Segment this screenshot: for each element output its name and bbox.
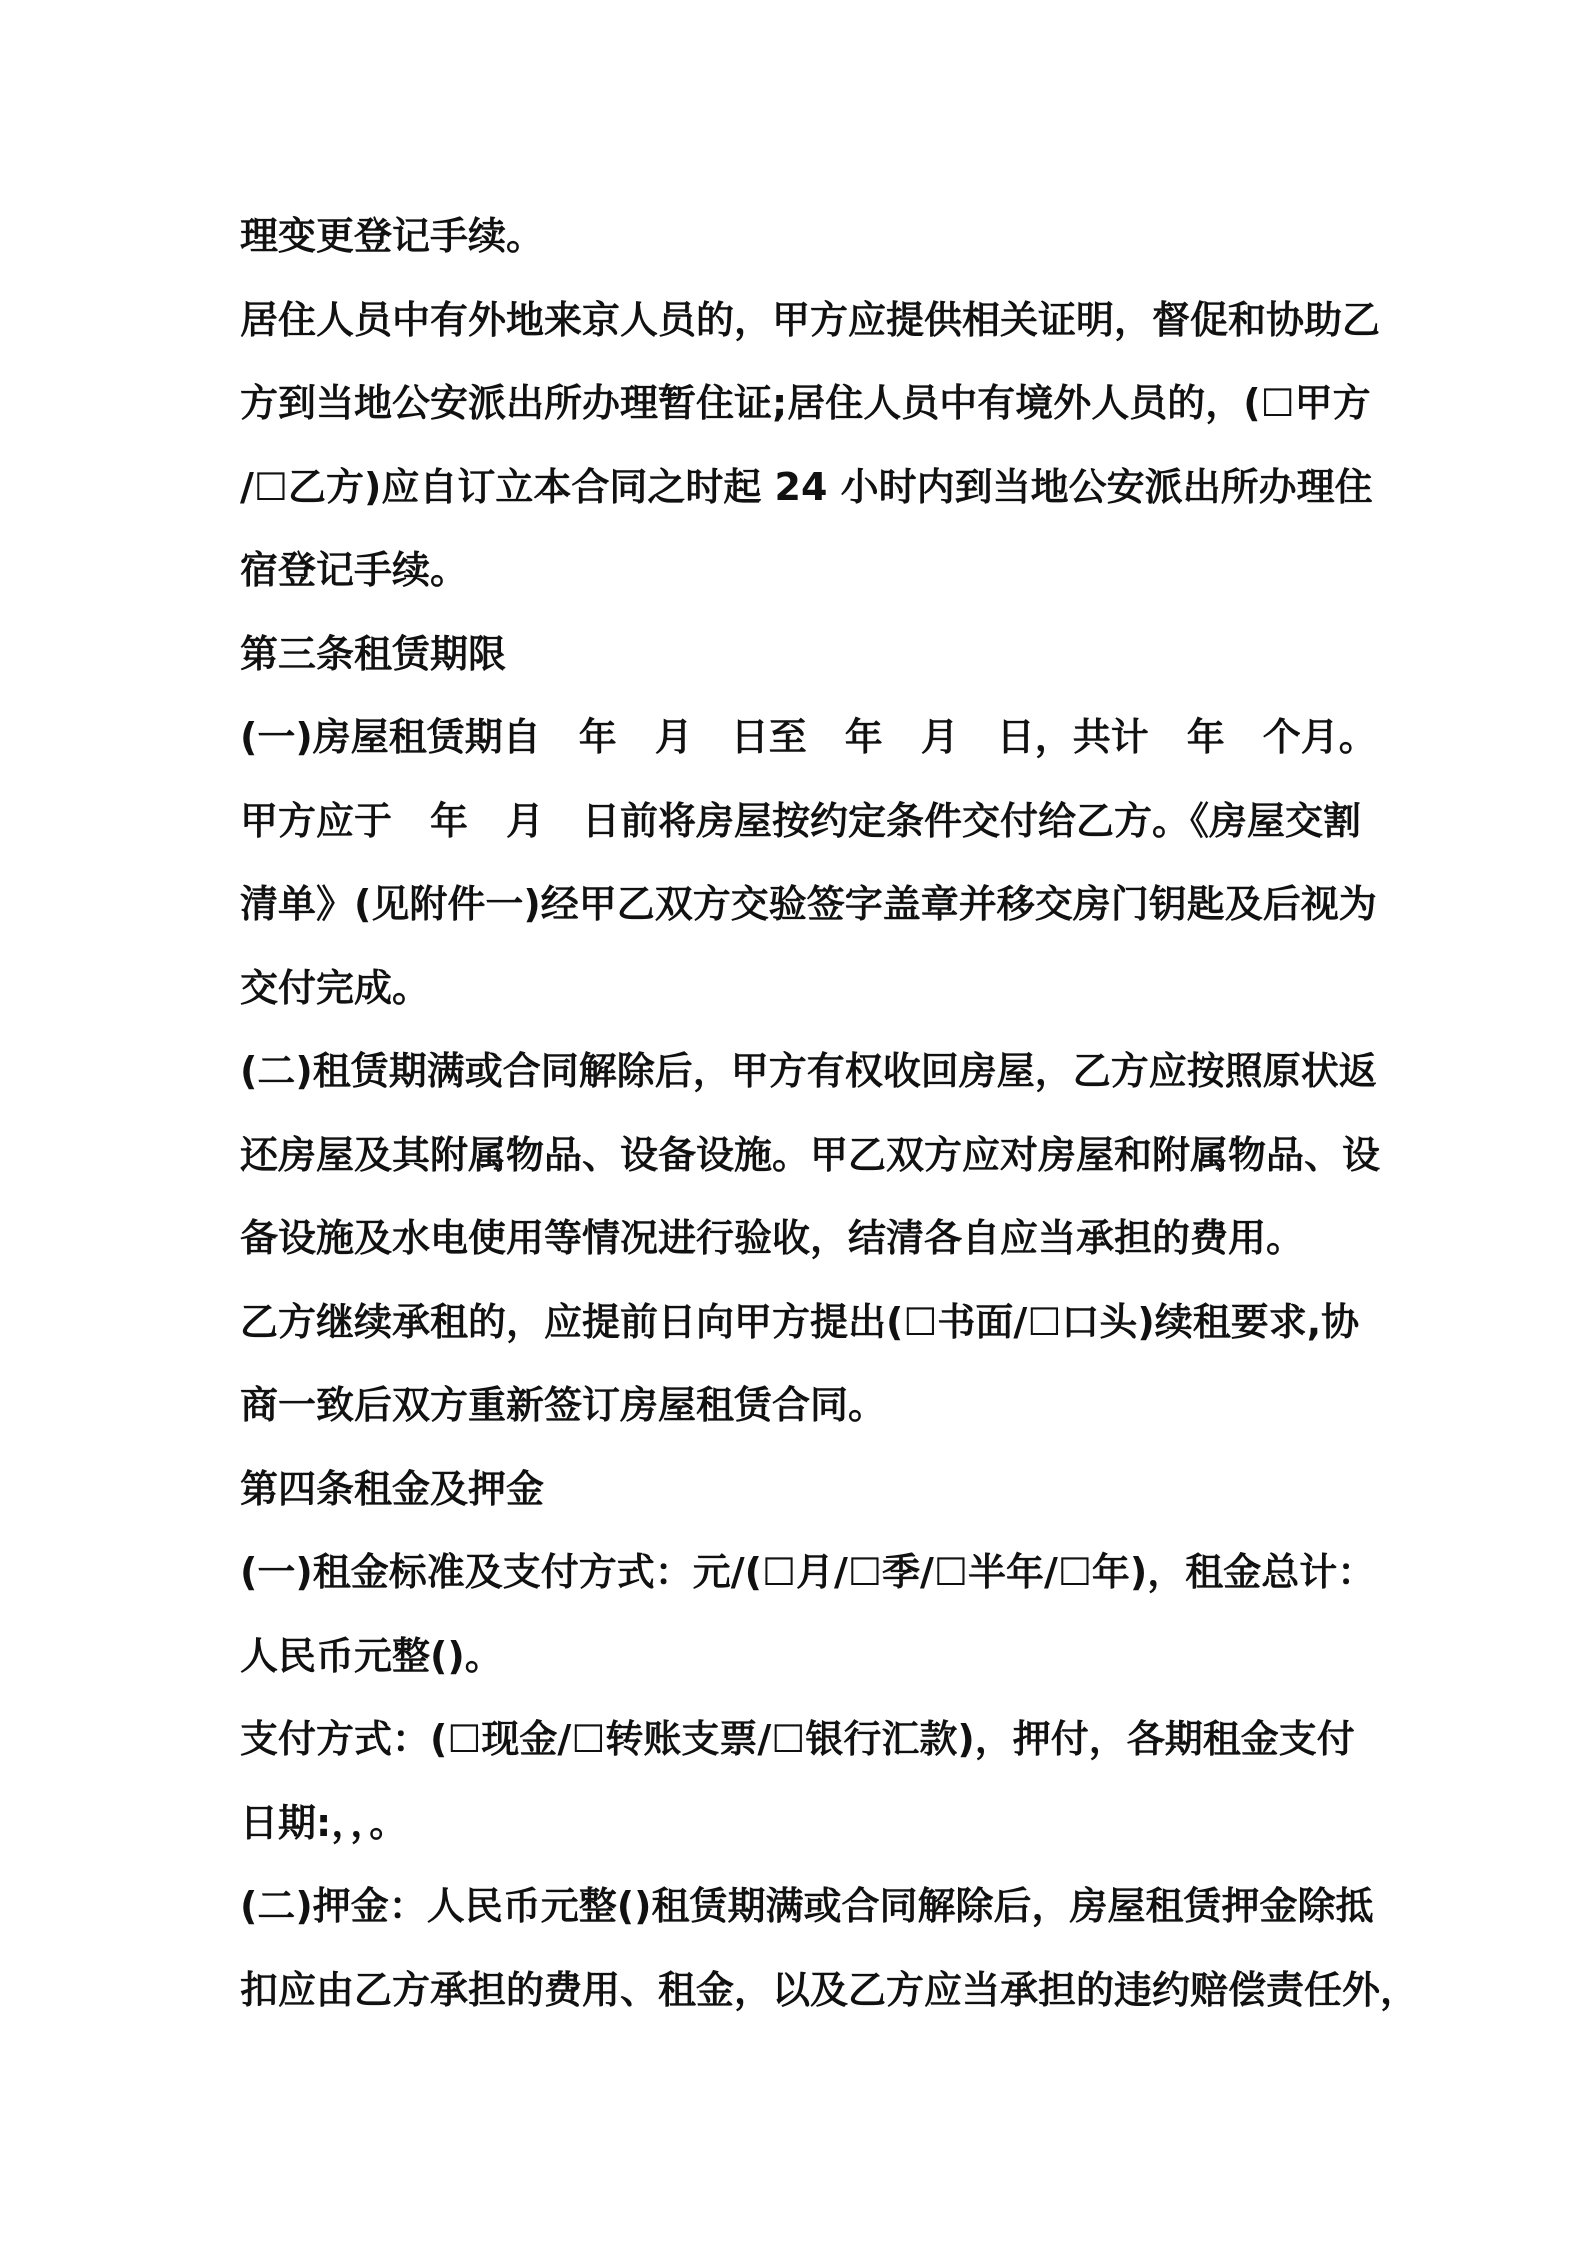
text-line: 宿登记手续。 xyxy=(240,548,469,592)
text-line: (一)租金标准及支付方式：元/(☐月/☐季/☐半年/☐年)，租金总计： xyxy=(240,1550,1376,1594)
text-line: 备设施及水电使用等情况进行验收，结清各自应当承担的费用。 xyxy=(240,1216,1305,1260)
text-line: 交付完成。 xyxy=(240,965,431,1010)
text-line: 清单》(见附件一)经甲乙双方交验签字盖章并移交房门钥匙及后视为 xyxy=(240,882,1377,926)
section-heading: 第四条租金及押金 xyxy=(240,1466,545,1511)
text-line: 日期:，，。 xyxy=(240,1800,408,1845)
text-line: 乙方继续承租的，应提前日向甲方提出(☐书面/☐口头)续租要求,协 xyxy=(240,1299,1360,1344)
contract-body-text xyxy=(240,195,1419,2032)
text-line: 甲方应于 年 月 日前将房屋按约定条件交付给乙方。《房屋交割 xyxy=(240,798,1362,843)
text-line: 支付方式：(☐现金/☐转账支票/☐银行汇款)，押付，各期租金支付 xyxy=(240,1717,1355,1761)
text-line: 商一致后双方重新签订房屋租赁合同。 xyxy=(240,1383,887,1427)
text-line: 理变更登记手续。 xyxy=(240,214,545,258)
section-heading: 第三条租赁期限 xyxy=(240,631,507,676)
text-line: /☐乙方)应自订立本合同之时起 24 小时内到当地公安派出所办理住 xyxy=(240,464,1373,509)
text-line: (二)押金：人民币元整()租赁期满或合同解除后，房屋租赁押金除抵 xyxy=(240,1884,1374,1928)
text-line: 扣应由乙方承担的费用、租金，以及乙方应当承担的违约赔偿责任外， xyxy=(240,1967,1419,2012)
text-line: 居住人员中有外地来京人员的，甲方应提供相关证明，督促和协助乙 xyxy=(240,297,1381,342)
text-line: 还房屋及其附属物品、设备设施。甲乙双方应对房屋和附属物品、设 xyxy=(240,1132,1381,1177)
text-line: 方到当地公安派出所办理暂住证;居住人员中有境外人员的，(☐甲方 xyxy=(240,381,1371,425)
text-line: 人民币元整()。 xyxy=(240,1633,503,1678)
text-line: (二)租赁期满或合同解除后，甲方有权收回房屋，乙方应按照原状返 xyxy=(240,1049,1377,1093)
text-line: (一)房屋租赁期自 年 月 日至 年 月 日，共计 年 个月。 xyxy=(240,715,1377,759)
